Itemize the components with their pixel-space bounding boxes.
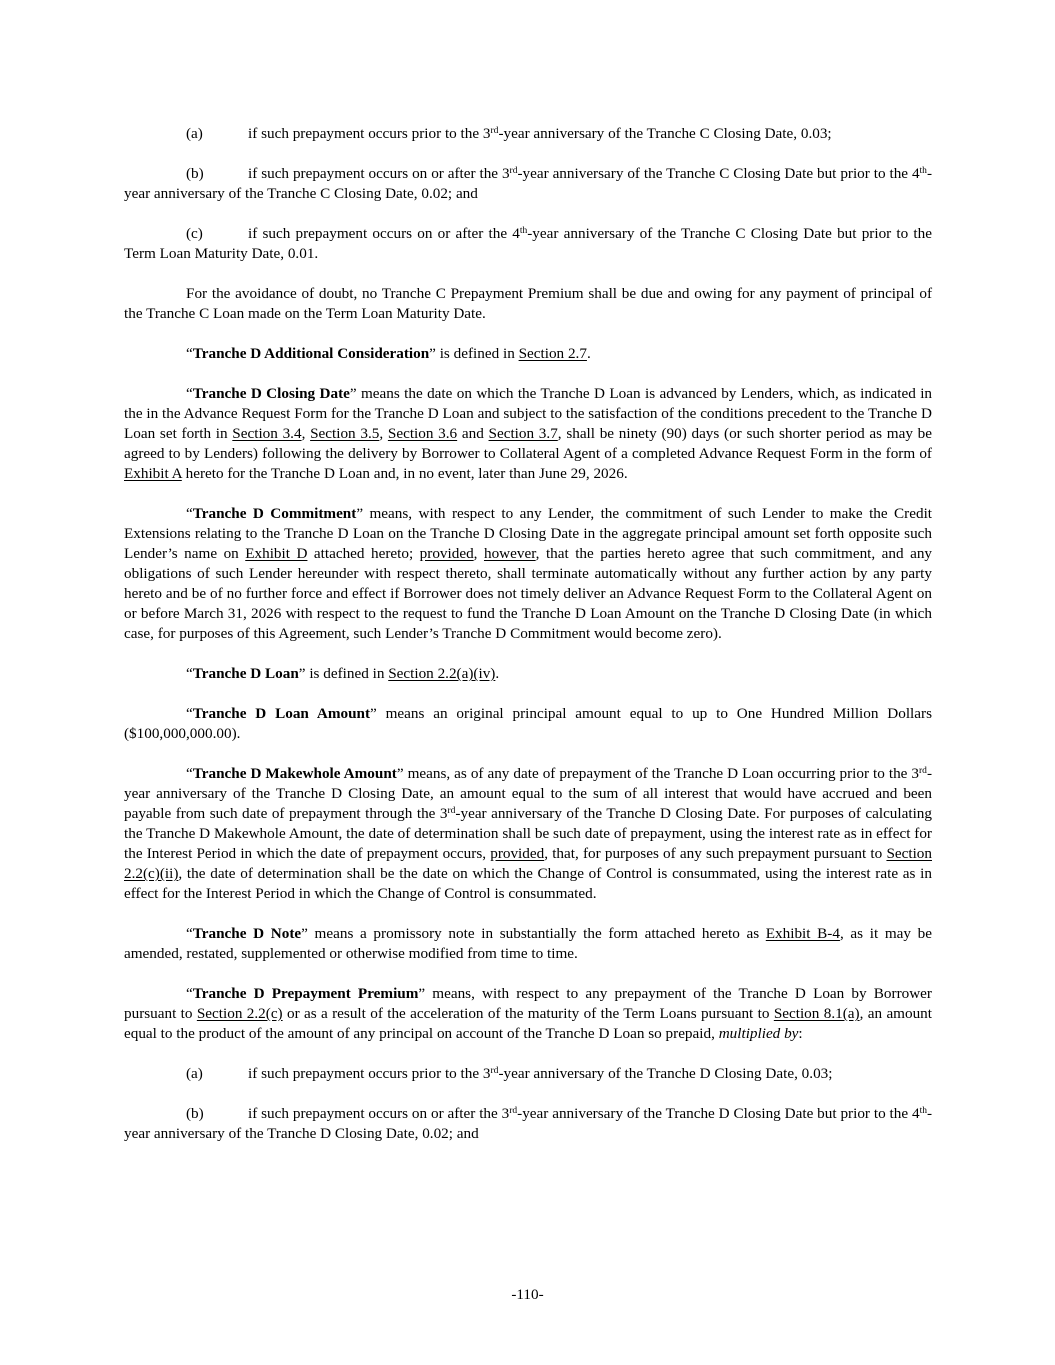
section-reference: Section 3.5 <box>310 425 380 442</box>
exhibit-reference: Exhibit D <box>245 545 308 562</box>
section-reference: Section 2.2(c) <box>196 1005 283 1022</box>
defined-term: Tranche D Loan Amount <box>192 705 371 722</box>
section-reference: Section 2.7 <box>518 345 587 362</box>
definition-additional-consideration: “Tranche D Additional Consideration” is defined in Section 2.7. <box>186 345 591 362</box>
tranche-d-premium-item-a: (a) if such prepayment occurs prior to the 3rd-year anniversary of the Tranche D Closing Date, 0.03; <box>186 1065 833 1082</box>
definition-commitment: “Tranche D Commitment” means, with respect to any Lender, the commitment of such Lender to make the Credit Extensions relating to the Tranche D Loan on the Tranche D Closing Date in the aggregate principal amount set forth opposite such Lender’s name on Exhibit D attached hereto; provided, however, that the parties hereto agree that such commitment, and any obligations of such Lender hereunder with respect thereto, shall terminate automatically without any further action by any party hereto and be of no further force and effect if Borrower does not timely deliver an Advance Request Form to the Collateral Agent on or before March 31, 2026 with respect to the request to fund the Tranche D Loan Amount on the Tranche D Closing Date (in which case, for purposes of this Agreement, such Lender’s Tranche D Commitment would become zero). <box>124 505 933 642</box>
exhibit-reference: Exhibit A <box>124 465 182 482</box>
defined-term: Tranche D Additional Consideration <box>192 345 430 362</box>
section-reference: Section 3.4 <box>232 425 302 442</box>
definition-note: “Tranche D Note” means a promissory note in substantially the form attached hereto as Exhibit B-4, as it may be amended, restated, supplemented or otherwise modified from time to time. <box>124 925 932 962</box>
defined-term: Tranche D Note <box>192 925 302 942</box>
provided-term: provided <box>419 545 474 562</box>
italic-term: multiplied by <box>718 1025 799 1042</box>
item-label: (a) <box>186 125 203 142</box>
defined-term: Tranche D Makewhole Amount <box>192 765 397 782</box>
item-label: (b) <box>186 1105 204 1122</box>
however-term: however <box>483 545 536 562</box>
tranche-d-premium-item-b: (b) if such prepayment occurs on or after the 3rd-year anniversary of the Tranche D Closing Date but prior to the 4th-year anniversary of the Tranche D Closing Date, 0.02; and <box>124 1105 933 1142</box>
defined-term: Tranche D Commitment <box>192 505 357 522</box>
defined-term: Tranche D Loan <box>192 665 299 682</box>
section-reference: Section 2.2(a)(iv) <box>388 665 496 682</box>
provided-term: provided <box>490 845 545 862</box>
definition-closing-date: “Tranche D Closing Date” means the date on which the Tranche D Loan is advanced by Lenders, which, as indicated in the in the Advance Request Form for the Tranche D Loan and subject to the satisfaction of the conditions precedent to the Tranche D Loan set forth in Section 3.4, Section 3.5, Section 3.6 and Section 3.7, shall be ninety (90) days (or such shorter period as may be agreed to by Lenders) following the delivery by Borrower to Collateral Agent of a completed Advance Request Form in the form of Exhibit A hereto for the Tranche D Loan and, in no event, later than June 29, 2026. <box>124 385 933 482</box>
tranche-c-premium-item-a: (a) if such prepayment occurs prior to the 3rd-year anniversary of the Tranche C Closing Date, 0.03; <box>186 125 832 142</box>
definition-makewhole-amount: “Tranche D Makewhole Amount” means, as of any date of prepayment of the Tranche D Loan occurring prior to the 3rd-year anniversary of the Tranche D Closing Date, an amount equal to the sum of all interest that would have accrued and been payable from such date of prepayment through the 3rd-year anniversary of the Tranche D Closing Date. For purposes of calculating the Tranche D Makewhole Amount, the date of determination shall be such date of prepayment, using the interest rate as in effect for the Interest Period in which the date of prepayment occurs, provided, that, for purposes of any such prepayment pursuant to Section 2.2(c)(ii), the date of determination shall be the date on which the Change of Control is consummated, using the interest rate as in effect for the Interest Period in which the Change of Control is consummated. <box>124 765 932 902</box>
section-reference: Section 3.6 <box>387 425 458 442</box>
definition-prepayment-premium: “Tranche D Prepayment Premium” means, with respect to any prepayment of the Tranche D Loan by Borrower pursuant to Section 2.2(c) or as a result of the acceleration of the maturity of the Term Loans pursuant to Section 8.1(a), an amount equal to the product of the amount of any principal on account of the Tranche D Loan so prepaid, multiplied by: <box>124 985 932 1042</box>
tranche-c-premium-item-c: (c) if such prepayment occurs on or after the 4th-year anniversary of the Tranche C Closing Date but prior to the Term Loan Maturity Date, 0.01. <box>124 225 932 262</box>
definition-loan: “Tranche D Loan” is defined in Section 2.2(a)(iv). <box>186 665 500 682</box>
avoidance-of-doubt-paragraph: For the avoidance of doubt, no Tranche C Prepayment Premium shall be due and owing for any payment of principal of the Tranche C Loan made on the Term Loan Maturity Date. <box>124 285 932 322</box>
exhibit-reference: Exhibit B-4 <box>765 925 840 942</box>
defined-term: Tranche D Closing Date <box>192 385 350 402</box>
item-label: (a) <box>186 1065 203 1082</box>
section-reference: Section 8.1(a) <box>773 1005 860 1022</box>
item-label: (b) <box>186 165 204 182</box>
page-number: -110- <box>511 1286 544 1303</box>
document-page <box>124 124 932 1144</box>
tranche-c-premium-item-b: (b) if such prepayment occurs on or after the 3rd-year anniversary of the Tranche C Closing Date but prior to the 4th-year anniversary of the Tranche C Closing Date, 0.02; and <box>124 165 932 202</box>
section-reference: Section 3.7 <box>488 425 558 442</box>
defined-term: Tranche D Prepayment Premium <box>192 985 419 1002</box>
section-reference: Section 2.2(c)(ii) <box>124 845 932 882</box>
definition-loan-amount: “Tranche D Loan Amount” means an original principal amount equal to up to One Hundred Million Dollars ($100,000,000.00). <box>124 705 932 742</box>
item-label: (c) <box>186 225 203 242</box>
